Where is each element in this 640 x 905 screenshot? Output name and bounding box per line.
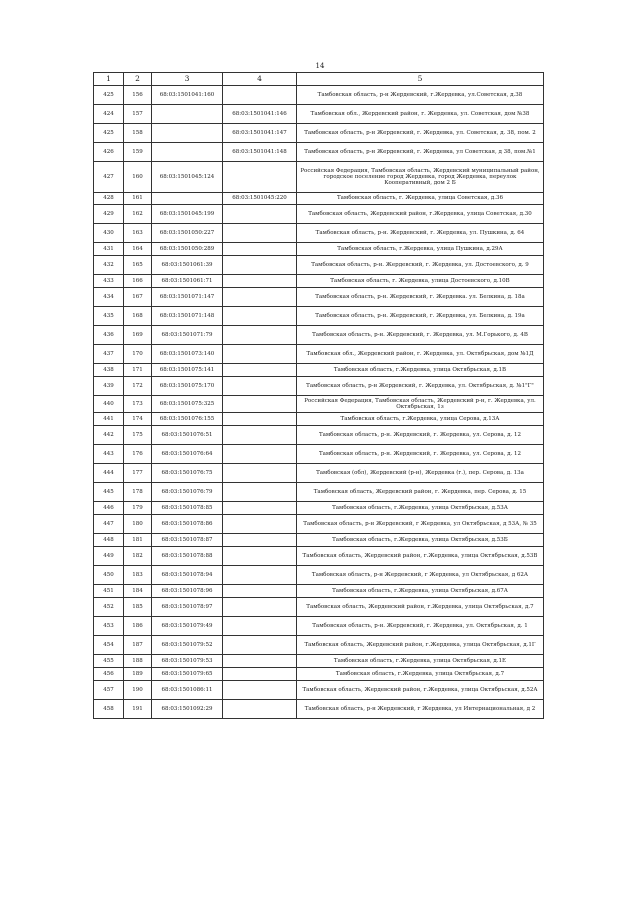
address-cell: Тамбовская область, г.Жердевка, улица Октябрьская, д.67А (297, 585, 544, 598)
cadastral-number-land-cell: 68:03:1501071:79 (152, 326, 223, 345)
item-number-cell: 190 (124, 681, 152, 700)
table-row (94, 162, 544, 193)
record-number-cell: 431 (94, 243, 124, 256)
cadastral-number-land-cell: 68:03:1501078:86 (152, 515, 223, 534)
item-number-cell: 171 (124, 364, 152, 377)
cadastral-number-building-cell (223, 426, 297, 445)
cadastral-number-land-cell: 68:03:1501076:75 (152, 464, 223, 483)
cadastral-number-building-cell (223, 224, 297, 243)
address-cell: Тамбовская область, р-н. Жердевский, г. Жердевка. ул. Белкина, д. 18а (297, 288, 544, 307)
cadastral-number-land-cell: 68:03:1501041:160 (152, 86, 223, 105)
item-number-cell: 161 (124, 193, 152, 205)
address-cell: Тамбовская область, р-н. Жердевский, г. Жердевка, ул. Серова, д. 12 (297, 426, 544, 445)
property-registry-table (93, 72, 544, 719)
item-number-cell: 191 (124, 700, 152, 719)
cadastral-number-building-cell: 68:03:1501041:148 (223, 143, 297, 162)
item-number-cell: 183 (124, 566, 152, 585)
item-number-cell: 162 (124, 205, 152, 224)
cadastral-number-building-cell (223, 396, 297, 413)
cadastral-number-land-cell: 68:03:1501050:227 (152, 224, 223, 243)
cadastral-number-building-cell (223, 668, 297, 681)
record-number-cell: 429 (94, 205, 124, 224)
table-row (94, 681, 544, 700)
cadastral-number-building-cell (223, 445, 297, 464)
table-row (94, 483, 544, 502)
record-number-cell: 457 (94, 681, 124, 700)
cadastral-number-land-cell: 68:03:1501071:147 (152, 288, 223, 307)
address-cell: Российская Федерация, Тамбовская область, Жердевский муниципальный район, городское поселение город Жердевка, город Жердевка, переулок Кооперативный, дом 2 Б (297, 162, 544, 193)
cadastral-number-land-cell: 68:03:1501075:141 (152, 364, 223, 377)
table-row (94, 566, 544, 585)
record-number-cell: 426 (94, 143, 124, 162)
cadastral-number-building-cell (223, 483, 297, 502)
address-cell: Тамбовская область, р-н. Жердевский, г. Жердевка, ул. Белкина, д. 19а (297, 307, 544, 326)
item-number-cell: 167 (124, 288, 152, 307)
address-cell: Тамбовская область, р-н. Жердевский, г. Жердевка, ул. Достоевского, д. 9 (297, 256, 544, 275)
cadastral-number-land-cell (152, 143, 223, 162)
cadastral-number-building-cell (223, 502, 297, 515)
address-cell: Тамбовская область, Жердевский район, г.Жердевка, улица Октябрьская, д.7 (297, 598, 544, 617)
cadastral-number-land-cell: 68:03:1501092:29 (152, 700, 223, 719)
cadastral-number-building-cell (223, 464, 297, 483)
cadastral-number-land-cell: 68:03:1501078:88 (152, 547, 223, 566)
table-body (94, 86, 544, 719)
item-number-cell: 186 (124, 617, 152, 636)
record-number-cell: 440 (94, 396, 124, 413)
cadastral-number-building-cell (223, 275, 297, 288)
record-number-cell: 442 (94, 426, 124, 445)
address-cell: Тамбовская область, Жердевский район, г.Жердевка, улица Октябрьская, д.1Г (297, 636, 544, 655)
cadastral-number-land-cell: 68:03:1501061:39 (152, 256, 223, 275)
table-row (94, 275, 544, 288)
record-number-cell: 437 (94, 345, 124, 364)
cadastral-number-land-cell: 68:03:1501076:51 (152, 426, 223, 445)
record-number-cell: 450 (94, 566, 124, 585)
table-row (94, 598, 544, 617)
cadastral-number-land-cell: 68:03:1501078:97 (152, 598, 223, 617)
address-cell: Тамбовская область, р-н Жердевский, г. Жердевка, ул Советская, д 38, пом.№1 (297, 143, 544, 162)
table-row (94, 464, 544, 483)
cadastral-number-land-cell: 68:03:1501076:155 (152, 413, 223, 426)
item-number-cell: 169 (124, 326, 152, 345)
record-number-cell: 443 (94, 445, 124, 464)
table-row (94, 445, 544, 464)
table-row (94, 413, 544, 426)
item-number-cell: 164 (124, 243, 152, 256)
address-cell: Тамбовская область, р-н. Жердевский, г. Жердевка, ул. Пушкина, д. 64 (297, 224, 544, 243)
cadastral-number-building-cell (223, 681, 297, 700)
item-number-cell: 163 (124, 224, 152, 243)
table-row (94, 502, 544, 515)
cadastral-number-land-cell: 68:03:1501075:170 (152, 377, 223, 396)
table-row (94, 668, 544, 681)
cadastral-number-building-cell: 68:03:1501045:220 (223, 193, 297, 205)
record-number-cell: 458 (94, 700, 124, 719)
record-number-cell: 455 (94, 655, 124, 668)
cadastral-number-land-cell: 68:03:1501076:79 (152, 483, 223, 502)
address-cell: Тамбовская область, г.Жердевка, улица Октябрьская, д.53А (297, 502, 544, 515)
column-header-1: 1 (94, 73, 124, 86)
item-number-cell: 180 (124, 515, 152, 534)
record-number-cell: 456 (94, 668, 124, 681)
address-cell: Тамбовская область, р-н Жердевский, г. Жердевка, ул. Октябрьская, д. №1"Г" (297, 377, 544, 396)
record-number-cell: 439 (94, 377, 124, 396)
item-number-cell: 174 (124, 413, 152, 426)
table-row (94, 326, 544, 345)
address-cell: Тамбовская область, Жердевский район, г. Жердевка, пер. Серова, д. 15 (297, 483, 544, 502)
cadastral-number-land-cell: 68:03:1501076:64 (152, 445, 223, 464)
cadastral-number-building-cell (223, 413, 297, 426)
item-number-cell: 158 (124, 124, 152, 143)
cadastral-number-land-cell: 68:03:1501061:71 (152, 275, 223, 288)
item-number-cell: 181 (124, 534, 152, 547)
record-number-cell: 438 (94, 364, 124, 377)
address-cell: Тамбовская область, г.Жердевка, улица Октябрьская, д.1Е (297, 655, 544, 668)
table-row (94, 426, 544, 445)
address-cell: Тамбовская область, г. Жердевка, улица Достоевского, д.10В (297, 275, 544, 288)
table-row (94, 377, 544, 396)
item-number-cell: 175 (124, 426, 152, 445)
table-row (94, 364, 544, 377)
address-cell: Тамбовская область, р-н Жердевский, г Жердевка, ул Интернациональная, д 2 (297, 700, 544, 719)
address-cell: Тамбовская область, р-н Жердевский, г. Жердевка, ул. Советская, д. 38, пом. 2 (297, 124, 544, 143)
table-row (94, 700, 544, 719)
item-number-cell: 187 (124, 636, 152, 655)
page-number: 14 (315, 62, 325, 70)
item-number-cell: 176 (124, 445, 152, 464)
address-cell: Тамбовская область, р-н Жердевский, г Жердевка, ул Октябрьская, д 53А, № 35 (297, 515, 544, 534)
cadastral-number-building-cell (223, 636, 297, 655)
address-cell: Тамбовская область, р-н. Жердевский, г. Жердевка, ул. Серова, д. 12 (297, 445, 544, 464)
table-row (94, 307, 544, 326)
record-number-cell: 425 (94, 86, 124, 105)
table-row (94, 143, 544, 162)
address-cell: Российская Федерация, Тамбовская область, Жердевский р-н, г. Жердевка, ул. Октябрьская, 1з (297, 396, 544, 413)
item-number-cell: 177 (124, 464, 152, 483)
cadastral-number-land-cell: 68:03:1501078:94 (152, 566, 223, 585)
item-number-cell: 173 (124, 396, 152, 413)
item-number-cell: 170 (124, 345, 152, 364)
record-number-cell: 452 (94, 598, 124, 617)
cadastral-number-land-cell: 68:03:1501079:53 (152, 655, 223, 668)
item-number-cell: 168 (124, 307, 152, 326)
address-cell: Тамбовская область, г. Жердевка, улица Советская, д.36 (297, 193, 544, 205)
column-header-3: 3 (152, 73, 223, 86)
address-cell: Тамбовская обл., Жердевский район, г. Жердевка, ул. Октябрьская, дом №1Д (297, 345, 544, 364)
item-number-cell: 182 (124, 547, 152, 566)
address-cell: Тамбовская область, Жердевский район, г.Жердевка, улица Октябрьская, д.52А (297, 681, 544, 700)
address-cell: Тамбовская область, г.Жердевка, улица Серова, д.13А (297, 413, 544, 426)
item-number-cell: 159 (124, 143, 152, 162)
table-row (94, 124, 544, 143)
cadastral-number-building-cell (223, 326, 297, 345)
record-number-cell: 447 (94, 515, 124, 534)
cadastral-number-building-cell (223, 655, 297, 668)
cadastral-number-building-cell: 68:03:1501041:147 (223, 124, 297, 143)
cadastral-number-building-cell (223, 205, 297, 224)
cadastral-number-building-cell (223, 162, 297, 193)
cadastral-number-building-cell (223, 617, 297, 636)
address-cell: Тамбовская область, р-н. Жердевский, г. Жердевка, ул. Октябрьская, д. 1 (297, 617, 544, 636)
record-number-cell: 454 (94, 636, 124, 655)
cadastral-number-building-cell: 68:03:1501041:146 (223, 105, 297, 124)
item-number-cell: 178 (124, 483, 152, 502)
record-number-cell: 432 (94, 256, 124, 275)
item-number-cell: 188 (124, 655, 152, 668)
cadastral-number-building-cell (223, 585, 297, 598)
item-number-cell: 172 (124, 377, 152, 396)
cadastral-number-building-cell (223, 86, 297, 105)
table-row (94, 585, 544, 598)
record-number-cell: 436 (94, 326, 124, 345)
record-number-cell: 451 (94, 585, 124, 598)
cadastral-number-building-cell (223, 700, 297, 719)
address-cell: Тамбовская область, р-н. Жердевский, г. Жердевка, ул. М.Горького, д. 4В (297, 326, 544, 345)
record-number-cell: 444 (94, 464, 124, 483)
address-cell: Тамбовская область, г.Жердевка, улица Октябрьская, д.1В (297, 364, 544, 377)
record-number-cell: 453 (94, 617, 124, 636)
cadastral-number-building-cell (223, 243, 297, 256)
table-row (94, 86, 544, 105)
table-row (94, 636, 544, 655)
table-row (94, 617, 544, 636)
address-cell: Тамбовская область, г.Жердевка, улица Пушкина, д.29А (297, 243, 544, 256)
address-cell: Тамбовская область, р-н Жердевский, г Жердевка, ул Октябрьская, д 62А (297, 566, 544, 585)
cadastral-number-building-cell (223, 566, 297, 585)
cadastral-number-land-cell: 68:03:1501075:325 (152, 396, 223, 413)
record-number-cell: 448 (94, 534, 124, 547)
column-header-5: 5 (297, 73, 544, 86)
cadastral-number-land-cell: 68:03:1501079:65 (152, 668, 223, 681)
cadastral-number-building-cell (223, 377, 297, 396)
record-number-cell: 428 (94, 193, 124, 205)
cadastral-number-building-cell (223, 307, 297, 326)
record-number-cell: 449 (94, 547, 124, 566)
item-number-cell: 184 (124, 585, 152, 598)
cadastral-number-building-cell (223, 547, 297, 566)
item-number-cell: 156 (124, 86, 152, 105)
cadastral-number-land-cell: 68:03:1501079:49 (152, 617, 223, 636)
cadastral-number-land-cell: 68:03:1501045:199 (152, 205, 223, 224)
table-row (94, 193, 544, 205)
item-number-cell: 157 (124, 105, 152, 124)
cadastral-number-building-cell (223, 288, 297, 307)
cadastral-number-building-cell (223, 256, 297, 275)
table-row (94, 655, 544, 668)
address-cell: Тамбовская область, р-н Жердевский, г.Жердевка, ул.Советская, д.38 (297, 86, 544, 105)
table-row (94, 547, 544, 566)
cadastral-number-land-cell: 68:03:1501078:85 (152, 502, 223, 515)
column-header-2: 2 (124, 73, 152, 86)
cadastral-number-land-cell: 68:03:1501045:124 (152, 162, 223, 193)
header-row (94, 73, 544, 86)
record-number-cell: 435 (94, 307, 124, 326)
table-row (94, 345, 544, 364)
address-cell: Тамбовская область, г.Жердевка, улица Октябрьская, д.7 (297, 668, 544, 681)
cadastral-number-building-cell (223, 598, 297, 617)
record-number-cell: 425 (94, 124, 124, 143)
item-number-cell: 179 (124, 502, 152, 515)
cadastral-number-building-cell (223, 345, 297, 364)
address-cell: Тамбовская область, Жердевский район, г.Жердевка, улица Октябрьская, д.53В (297, 547, 544, 566)
cadastral-number-land-cell (152, 124, 223, 143)
address-cell: Тамбовская (обл), Жердевский (р-н), Жердевка (г.), пер. Серова, д. 13а (297, 464, 544, 483)
table-row (94, 224, 544, 243)
cadastral-number-land-cell: 68:03:1501050:289 (152, 243, 223, 256)
cadastral-number-land-cell (152, 193, 223, 205)
address-cell: Тамбовская область, г.Жердевка, улица Октябрьская, д.53Б (297, 534, 544, 547)
table-row (94, 396, 544, 413)
cadastral-number-land-cell: 68:03:1501086:11 (152, 681, 223, 700)
cadastral-number-land-cell: 68:03:1501079:52 (152, 636, 223, 655)
item-number-cell: 160 (124, 162, 152, 193)
item-number-cell: 189 (124, 668, 152, 681)
table-row (94, 515, 544, 534)
record-number-cell: 430 (94, 224, 124, 243)
record-number-cell: 424 (94, 105, 124, 124)
table-row (94, 105, 544, 124)
record-number-cell: 441 (94, 413, 124, 426)
cadastral-number-land-cell: 68:03:1501073:140 (152, 345, 223, 364)
record-number-cell: 446 (94, 502, 124, 515)
item-number-cell: 165 (124, 256, 152, 275)
cadastral-number-land-cell: 68:03:1501078:87 (152, 534, 223, 547)
record-number-cell: 434 (94, 288, 124, 307)
record-number-cell: 445 (94, 483, 124, 502)
cadastral-number-land-cell (152, 105, 223, 124)
cadastral-number-building-cell (223, 534, 297, 547)
cadastral-number-building-cell (223, 515, 297, 534)
cadastral-number-land-cell: 68:03:1501071:148 (152, 307, 223, 326)
table-row (94, 205, 544, 224)
record-number-cell: 433 (94, 275, 124, 288)
cadastral-number-building-cell (223, 364, 297, 377)
table-row (94, 256, 544, 275)
column-header-4: 4 (223, 73, 297, 86)
cadastral-number-land-cell: 68:03:1501078:96 (152, 585, 223, 598)
table-row (94, 243, 544, 256)
table-row (94, 534, 544, 547)
address-cell: Тамбовская область, Жердевский район, г.Жердевка, улица Советская, д.30 (297, 205, 544, 224)
address-cell: Тамбовская обл., Жердевский район, г. Жердевка, ул. Советская, дом №38 (297, 105, 544, 124)
record-number-cell: 427 (94, 162, 124, 193)
item-number-cell: 185 (124, 598, 152, 617)
item-number-cell: 166 (124, 275, 152, 288)
table-row (94, 288, 544, 307)
